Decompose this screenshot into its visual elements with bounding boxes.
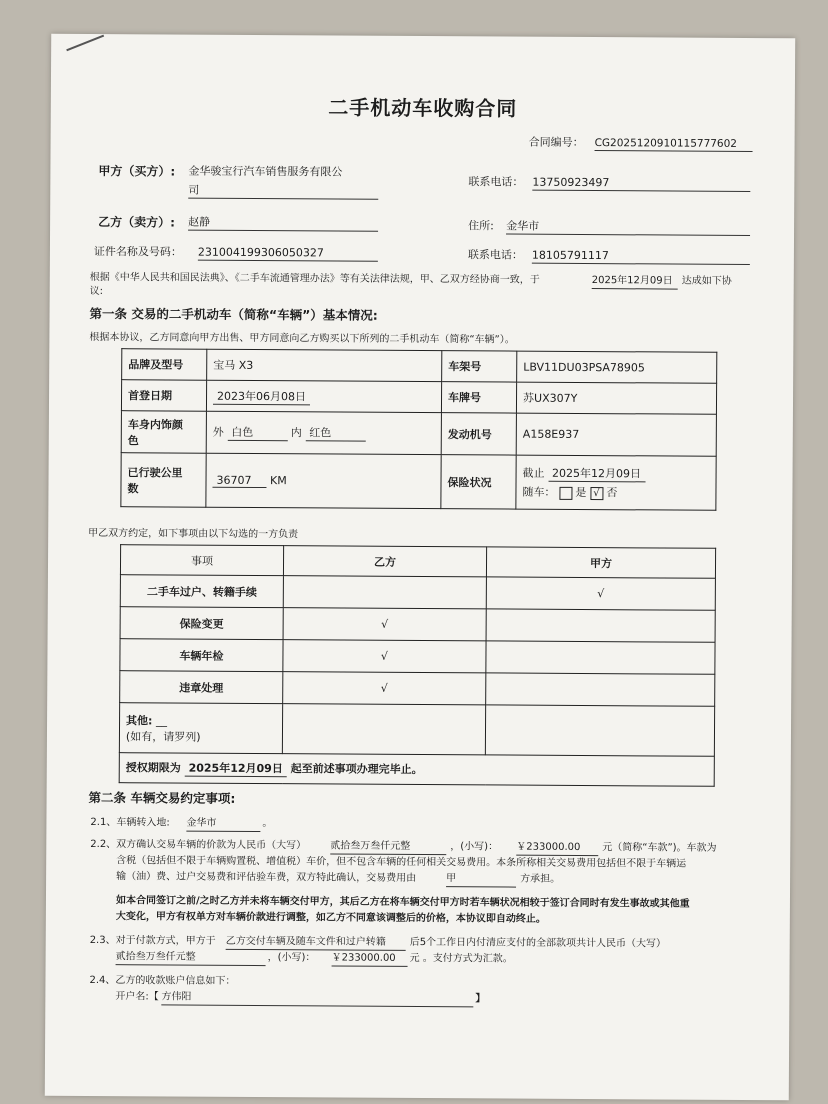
resp-intro: 甲乙双方约定，如下事项由以下勾选的一方负责 bbox=[88, 527, 299, 541]
clause-2-2-line-3a: 输（油）费、过户交易费和评估验车费，双方特此确认，交易费用由 bbox=[116, 871, 417, 884]
resp-b-mark: √ bbox=[283, 640, 486, 673]
clause-2-1-value: 金华市 bbox=[186, 817, 260, 832]
party-b-phone-label: 联系电话： bbox=[467, 248, 523, 262]
reg-date-cell bbox=[206, 380, 441, 412]
contract-no-value: CG2025120910115777602 bbox=[595, 136, 753, 152]
deadline-date: 2025年12月09日 bbox=[185, 760, 287, 778]
color-label bbox=[121, 411, 206, 454]
resp-b-mark: √ bbox=[283, 672, 486, 705]
resp-other-note: (如有，请罗列) bbox=[125, 729, 201, 744]
party-a-label: 甲方（买方）: bbox=[98, 164, 176, 179]
vehicle-info-table bbox=[120, 348, 717, 511]
article-1-heading: 第一条 交易的二手机动车（简称“车辆”）基本情况: bbox=[89, 305, 378, 323]
clause-2-3-text-3: ，(小写)： bbox=[267, 952, 316, 964]
account-holder-name: 方伟阳 bbox=[161, 990, 473, 1007]
resp-b-mark: √ bbox=[283, 608, 486, 641]
insurance-with-car: 随车： bbox=[522, 485, 556, 499]
table-row bbox=[120, 607, 715, 643]
table-row bbox=[119, 703, 714, 757]
clause-2-2-line-2: 含税（包括但不限于车辆购置税、增值税）车价，但不包含车辆的任何相关交易费用。本条所称相关交易费用包括但不限于车辆运 bbox=[116, 855, 687, 870]
resp-other-a bbox=[485, 705, 714, 756]
color-label-2: 色 bbox=[127, 433, 139, 447]
preamble-text-1: 根据《中华人民共和国民法典》、《二手车流通管理办法》等有关法律法规，甲、乙双方经协商一致，于 bbox=[89, 271, 540, 286]
brand-label: 品牌及型号 bbox=[122, 349, 207, 381]
reg-date-label: 首登日期 bbox=[121, 380, 206, 412]
article-1-intro: 根据本协议，乙方同意向甲方出售、甲方同意向乙方购买以下所列的二手机动车（简称“车辆”）。 bbox=[89, 331, 515, 346]
clause-2-4-text: 2.4、乙方的收款账户信息如下： bbox=[89, 974, 236, 987]
table-row bbox=[120, 575, 715, 611]
resp-deadline-cell bbox=[119, 753, 714, 787]
resp-a-mark bbox=[486, 673, 715, 706]
mileage-unit: KM bbox=[269, 473, 287, 487]
insurance-yes-label: 是 bbox=[575, 485, 587, 500]
resp-a-mark bbox=[486, 641, 715, 674]
resp-other-value: __ bbox=[155, 713, 168, 727]
insurance-date: 2025年12月09日 bbox=[548, 465, 645, 483]
clause-2-2-line-3b: 方承担。 bbox=[520, 873, 561, 885]
brand-value: 宝马 X3 bbox=[207, 349, 442, 381]
resp-a-mark: √ bbox=[486, 577, 715, 610]
clause-2-2-bold-2: 大变化，甲方有权单方对车辆价款进行调整，如乙方不同意该调整后的价格，本协议即自动终止。 bbox=[115, 911, 546, 925]
responsibility-table bbox=[119, 544, 716, 787]
deadline-text: 起至前述事项办理完毕止。 bbox=[290, 762, 423, 777]
party-a-phone-label: 联系电话： bbox=[468, 175, 524, 189]
color-cell bbox=[206, 411, 441, 454]
contract-title: 二手机动车收购合同 bbox=[328, 95, 518, 121]
resp-item: 违章处理 bbox=[120, 671, 283, 704]
clause-2-2-text-2: ，(小写)： bbox=[450, 841, 499, 853]
article-2-heading: 第二条 车辆交易约定事项: bbox=[88, 789, 236, 806]
party-b-name: 赵静 bbox=[188, 216, 378, 232]
outer-prefix: 外 bbox=[212, 425, 224, 439]
party-b-phone: 18105791117 bbox=[532, 249, 750, 265]
contract-no-label: 合同编号： bbox=[528, 135, 584, 149]
preamble-date: 2025年12月09日 bbox=[592, 274, 678, 290]
insurance-no-checkbox[interactable]: √ bbox=[590, 487, 603, 500]
resp-other-label: 其他: bbox=[126, 713, 153, 727]
resp-header-item: 事项 bbox=[120, 545, 283, 576]
resp-other-b bbox=[282, 704, 485, 755]
deadline-label: 授权期限为 bbox=[125, 761, 181, 775]
clause-2-3-text-2: 后5个工作日内付清应支付的全部款项共计人民币（大写） bbox=[409, 936, 667, 950]
resp-item: 二手车过户、转籍手续 bbox=[120, 575, 283, 608]
party-b-id-label: 证件名称及号码： bbox=[93, 245, 182, 259]
party-a-name-2: 司 bbox=[188, 184, 378, 200]
mileage-label bbox=[121, 453, 206, 508]
contract-page bbox=[45, 34, 795, 1101]
clause-2-1-end: 。 bbox=[262, 818, 273, 830]
resp-header-b: 乙方 bbox=[283, 546, 486, 577]
resp-header-a: 甲方 bbox=[486, 547, 715, 578]
clause-2-3-upper: 贰拾叁万叁仟元整 bbox=[116, 950, 266, 966]
engine-label: 发动机号 bbox=[441, 413, 516, 455]
color-label-1: 车身内饰颜 bbox=[127, 417, 183, 432]
vin-label: 车架号 bbox=[442, 351, 517, 382]
party-b-address: 金华市 bbox=[506, 220, 750, 236]
resp-b-mark bbox=[283, 576, 486, 609]
inner-color: 红色 bbox=[305, 424, 365, 441]
clause-2-2-lower: ￥233000.00 bbox=[516, 841, 598, 857]
resp-other-cell bbox=[119, 703, 282, 754]
clause-2-3-lower: ￥233000.00 bbox=[332, 951, 408, 966]
reg-date-value: 2023年06月08日 bbox=[213, 387, 310, 405]
plate-label: 车牌号 bbox=[441, 382, 516, 413]
plate-value: 苏UX307Y bbox=[516, 382, 716, 414]
clause-2-3-condition: 乙方交付车辆及随车文件和过户转籍 bbox=[226, 935, 406, 951]
outer-color: 白色 bbox=[227, 424, 287, 441]
staple-mark bbox=[66, 35, 104, 52]
party-a-name-1: 金华骏宝行汽车销售服务有限公 bbox=[188, 164, 343, 179]
party-a-phone: 13750923497 bbox=[532, 176, 750, 192]
resp-item: 保险变更 bbox=[120, 607, 283, 640]
clause-2-2-text-1: 2.2、双方确认交易车辆的价款为人民币（大写） bbox=[90, 838, 307, 852]
insurance-no-label: 否 bbox=[606, 486, 618, 500]
clause-2-3-text-4: 元 。支付方式为汇款。 bbox=[409, 952, 513, 965]
party-b-label: 乙方（卖方）: bbox=[98, 215, 175, 230]
table-row bbox=[120, 671, 715, 707]
clause-2-2-bold-1: 如本合同签订之前/之时乙方并未将车辆交付甲方，其后乙方在将车辆交付甲方时若车辆状况相较于签订合同时有发生事故或其他重 bbox=[115, 895, 690, 910]
table-row bbox=[120, 639, 715, 675]
clause-2-2-upper: 贰拾叁万叁仟元整 bbox=[330, 839, 446, 855]
inner-prefix: 内 bbox=[290, 426, 302, 440]
preamble-text-3: 议: bbox=[89, 285, 104, 298]
mileage-value: 36707 bbox=[212, 473, 266, 487]
clause-2-3-text-1: 2.3、对于付款方式，甲方于 bbox=[89, 934, 216, 947]
vin-value: LBV11DU03PSA78905 bbox=[517, 351, 717, 383]
insurance-prefix: 截止 bbox=[522, 466, 545, 480]
account-holder-label: 开户名:【 bbox=[115, 991, 159, 1003]
clause-2-2-payer: 甲 bbox=[446, 872, 516, 887]
insurance-yes-checkbox[interactable] bbox=[559, 486, 572, 499]
party-b-id: 231004199306050327 bbox=[198, 246, 378, 262]
mileage-label-2: 数 bbox=[127, 481, 139, 495]
engine-value: A158E937 bbox=[516, 413, 716, 456]
insurance-label: 保险状况 bbox=[441, 455, 516, 509]
mileage-label-1: 已行驶公里 bbox=[127, 465, 183, 480]
resp-a-mark bbox=[486, 609, 715, 642]
account-holder-close: 】 bbox=[475, 993, 486, 1005]
preamble-text-2: 达成如下协 bbox=[681, 275, 732, 287]
party-b-address-label: 住所: bbox=[468, 219, 494, 233]
clause-2-1-label: 2.1、车辆转入地: bbox=[90, 816, 170, 829]
clause-2-2-text-3: 元（简称“车款”)。车款为 bbox=[602, 842, 717, 854]
mileage-cell bbox=[206, 453, 441, 508]
insurance-cell bbox=[516, 455, 716, 510]
resp-item: 车辆年检 bbox=[120, 639, 283, 672]
